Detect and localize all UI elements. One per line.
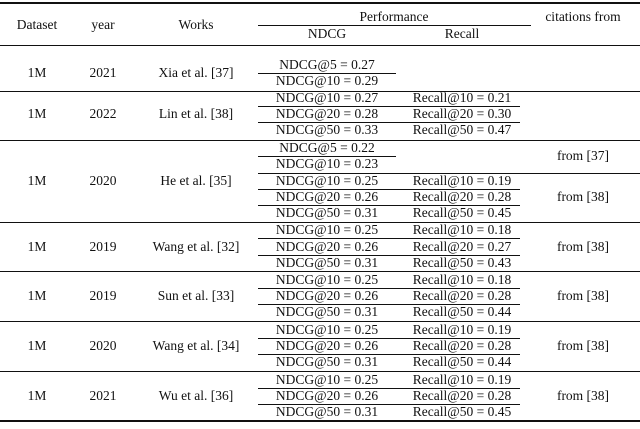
ndcg-value: NDCG@10 = 0.29 [275, 73, 379, 88]
row-work: He et al. [35] [160, 173, 232, 188]
ndcg-value: NDCG@10 = 0.25 [275, 322, 379, 337]
ndcg-value: NDCG@50 = 0.31 [275, 404, 379, 419]
ndcg-value: NDCG@50 = 0.31 [275, 354, 379, 369]
ndcg-value: NDCG@20 = 0.26 [275, 239, 379, 254]
recall-value: Recall@50 = 0.44 [412, 354, 512, 369]
recall-value: Recall@10 = 0.18 [412, 222, 512, 237]
recall-value: Recall@10 = 0.18 [412, 272, 512, 287]
header-dataset: Dataset [16, 17, 58, 32]
row-year: 2021 [89, 65, 117, 80]
row-work: Wang et al. [32] [152, 239, 240, 254]
ndcg-value: NDCG@20 = 0.26 [275, 388, 379, 403]
recall-value: Recall@20 = 0.28 [412, 388, 512, 403]
header-year: year [91, 17, 115, 32]
recall-value: Recall@10 = 0.19 [412, 372, 512, 387]
row-dataset: 1M [27, 388, 47, 403]
ndcg-value: NDCG@5 = 0.22 [279, 140, 375, 155]
ndcg-value: NDCG@10 = 0.25 [275, 222, 379, 237]
recall-value: Recall@50 = 0.44 [412, 304, 512, 319]
row-work: Wang et al. [34] [152, 338, 240, 353]
citation-source: from [38] [556, 288, 610, 303]
citation-source: from [38] [556, 239, 610, 254]
ndcg-value: NDCG@50 = 0.31 [275, 205, 379, 220]
row-year: 2021 [89, 388, 117, 403]
row-dataset: 1M [27, 239, 47, 254]
row-work: Xia et al. [37] [158, 65, 234, 80]
ndcg-value: NDCG@10 = 0.23 [275, 156, 379, 171]
recall-value: Recall@10 = 0.19 [412, 173, 512, 188]
citation-source: from [37] [556, 148, 610, 163]
header-rule [0, 45, 640, 46]
recall-value: Recall@20 = 0.28 [412, 189, 512, 204]
ndcg-value: NDCG@20 = 0.28 [275, 106, 379, 121]
recall-value: Recall@50 = 0.45 [412, 404, 512, 419]
citation-source: from [38] [556, 189, 610, 204]
row-work: Wu et al. [36] [158, 388, 234, 403]
row-work: Sun et al. [33] [157, 288, 235, 303]
performance-underline [258, 25, 531, 26]
row-work: Lin et al. [38] [158, 106, 234, 121]
row-year: 2022 [89, 106, 117, 121]
recall-value: Recall@50 = 0.43 [412, 255, 512, 270]
row-dataset: 1M [27, 288, 47, 303]
table-top-rule [0, 2, 640, 4]
header-citations: citations from [545, 9, 621, 24]
ndcg-value: NDCG@50 = 0.31 [275, 255, 379, 270]
recall-value: Recall@20 = 0.28 [412, 288, 512, 303]
recall-value: Recall@50 = 0.47 [412, 122, 512, 137]
row-dataset: 1M [27, 106, 47, 121]
recall-value: Recall@20 = 0.30 [412, 106, 512, 121]
recall-value: Recall@50 = 0.45 [412, 205, 512, 220]
row-year: 2019 [89, 288, 117, 303]
recall-value: Recall@20 = 0.28 [412, 338, 512, 353]
recall-value: Recall@10 = 0.21 [412, 90, 512, 105]
header-recall: Recall [444, 26, 480, 41]
recall-value: Recall@10 = 0.19 [412, 322, 512, 337]
row-year: 2020 [89, 338, 117, 353]
ndcg-value: NDCG@10 = 0.25 [275, 173, 379, 188]
ndcg-value: NDCG@20 = 0.26 [275, 288, 379, 303]
citation-source: from [38] [556, 338, 610, 353]
row-dataset: 1M [27, 65, 47, 80]
row-dataset: 1M [27, 338, 47, 353]
header-performance: Performance [359, 9, 429, 24]
ndcg-value: NDCG@50 = 0.31 [275, 304, 379, 319]
recall-value: Recall@20 = 0.27 [412, 239, 512, 254]
ndcg-value: NDCG@5 = 0.27 [279, 57, 375, 72]
ndcg-value: NDCG@10 = 0.25 [275, 272, 379, 287]
row-year: 2019 [89, 239, 117, 254]
ndcg-value: NDCG@20 = 0.26 [275, 338, 379, 353]
ndcg-value: NDCG@20 = 0.26 [275, 189, 379, 204]
ndcg-value: NDCG@50 = 0.33 [275, 122, 379, 137]
header-ndcg: NDCG [307, 26, 347, 41]
header-works: Works [178, 17, 214, 32]
table-bottom-rule [0, 420, 640, 422]
row-year: 2020 [89, 173, 117, 188]
row-dataset: 1M [27, 173, 47, 188]
citation-source: from [38] [556, 388, 610, 403]
ndcg-value: NDCG@10 = 0.25 [275, 372, 379, 387]
ndcg-value: NDCG@10 = 0.27 [275, 90, 379, 105]
